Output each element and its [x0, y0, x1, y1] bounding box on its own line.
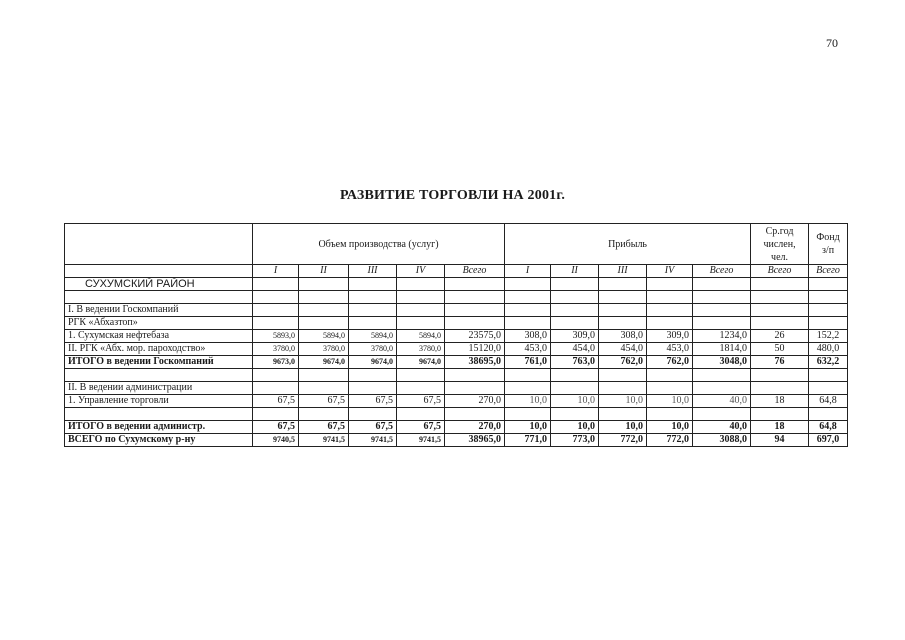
region-label: СУХУМСКИЙ РАЙОН: [65, 278, 253, 291]
volume-header: Объем производства (услуг): [253, 224, 505, 265]
subheader-cell: Всего: [751, 265, 809, 278]
table-cell: 10,0: [505, 395, 551, 408]
trade-development-table: [64, 223, 848, 447]
table-cell: 480,0: [809, 343, 848, 356]
table-cell: 454,0: [551, 343, 599, 356]
table-cell: 40,0: [693, 395, 751, 408]
table-cell: 309,0: [551, 330, 599, 343]
table-cell: 9741,5: [299, 434, 349, 447]
subheader-cell: II: [551, 265, 599, 278]
table-cell: 76: [751, 356, 809, 369]
table-row: [65, 395, 848, 408]
row-label: II. РГК «Абх. мор. пароходство»: [65, 343, 253, 356]
table-cell: 64,8: [809, 395, 848, 408]
table-cell: 270,0: [445, 395, 505, 408]
table-cell: 38965,0: [445, 434, 505, 447]
table-cell: 5894,0: [349, 330, 397, 343]
table-cell: 761,0: [505, 356, 551, 369]
table-cell: 308,0: [599, 330, 647, 343]
subheader-empty-cell: [65, 265, 253, 278]
table-cell: 50: [751, 343, 809, 356]
table-cell: 772,0: [647, 434, 693, 447]
spacer-row: [65, 369, 848, 382]
table-cell: 697,0: [809, 434, 848, 447]
table-cell: 10,0: [505, 421, 551, 434]
table-row: [65, 330, 848, 343]
table-cell: 309,0: [647, 330, 693, 343]
row-label: ВСЕГО по Сухумскому р-ну: [65, 434, 253, 447]
table-cell: 9673,0: [253, 356, 299, 369]
page-number: 70: [826, 36, 838, 50]
table-cell: 5893,0: [253, 330, 299, 343]
subheader-cell: III: [599, 265, 647, 278]
table-cell: 38695,0: [445, 356, 505, 369]
region-row: [65, 278, 848, 291]
table-cell: 3088,0: [693, 434, 751, 447]
subheader-cell: Всего: [445, 265, 505, 278]
row-label: ИТОГО в ведении Госкомпаний: [65, 356, 253, 369]
table-cell: 9741,5: [349, 434, 397, 447]
subheader-cell: IV: [397, 265, 445, 278]
table-cell: 9674,0: [349, 356, 397, 369]
table-cell: 772,0: [599, 434, 647, 447]
header-row: [65, 224, 848, 265]
table-cell: 762,0: [647, 356, 693, 369]
section2-label: II. В ведении администрации: [65, 382, 253, 395]
subheader-cell: IV: [647, 265, 693, 278]
table-cell: 3780,0: [253, 343, 299, 356]
table-cell: 3780,0: [397, 343, 445, 356]
section1-sub-label: РГК «Абхазтоп»: [65, 317, 253, 330]
table-cell: 763,0: [551, 356, 599, 369]
table-cell: 67,5: [299, 421, 349, 434]
subheader-cell: Всего: [809, 265, 848, 278]
table-cell: 5894,0: [299, 330, 349, 343]
table-cell: 1234,0: [693, 330, 751, 343]
table-cell: 18: [751, 395, 809, 408]
table-cell: 67,5: [253, 421, 299, 434]
subheader-row: [65, 265, 848, 278]
row-label: ИТОГО в ведении администр.: [65, 421, 253, 434]
table-cell: 15120,0: [445, 343, 505, 356]
section-subrow: [65, 317, 848, 330]
table-cell: 9741,5: [397, 434, 445, 447]
subheader-cell: I: [505, 265, 551, 278]
table-cell: 10,0: [599, 395, 647, 408]
table-cell: 9674,0: [299, 356, 349, 369]
table-cell: 67,5: [397, 395, 445, 408]
profit-header: Прибыль: [505, 224, 751, 265]
table-row: [65, 343, 848, 356]
table-cell: 9740,5: [253, 434, 299, 447]
table-cell: 454,0: [599, 343, 647, 356]
row-label: 1. Сухумская нефтебаза: [65, 330, 253, 343]
document-title: РАЗВИТИЕ ТОРГОВЛИ НА 2001г.: [339, 188, 566, 203]
table-cell: 18: [751, 421, 809, 434]
table-cell: 453,0: [647, 343, 693, 356]
table-cell: 10,0: [647, 395, 693, 408]
total-row: [65, 356, 848, 369]
subheader-cell: II: [299, 265, 349, 278]
table-cell: 308,0: [505, 330, 551, 343]
section-row: [65, 304, 848, 317]
table-cell: 67,5: [299, 395, 349, 408]
table-cell: 773,0: [551, 434, 599, 447]
table-cell: 3780,0: [299, 343, 349, 356]
table-cell: 10,0: [551, 421, 599, 434]
table-cell: 64,8: [809, 421, 848, 434]
grand-total-row: [65, 434, 848, 447]
staff-header: Ср.год числен, чел.: [751, 224, 809, 265]
table-cell: 9674,0: [397, 356, 445, 369]
table-cell: 94: [751, 434, 809, 447]
table-cell: 10,0: [599, 421, 647, 434]
table-cell: 771,0: [505, 434, 551, 447]
table-cell: 453,0: [505, 343, 551, 356]
spacer-row: [65, 408, 848, 421]
table-cell: 5894,0: [397, 330, 445, 343]
table-cell: 270,0: [445, 421, 505, 434]
table-cell: 3780,0: [349, 343, 397, 356]
subheader-cell: III: [349, 265, 397, 278]
table-cell: 67,5: [349, 395, 397, 408]
table-cell: 26: [751, 330, 809, 343]
table-cell: 67,5: [349, 421, 397, 434]
subheader-cell: Всего: [693, 265, 751, 278]
section-row: [65, 382, 848, 395]
table-cell: 632,2: [809, 356, 848, 369]
table-cell: 3048,0: [693, 356, 751, 369]
table-cell: 10,0: [551, 395, 599, 408]
row-label: 1. Управление торговли: [65, 395, 253, 408]
subheader-cell: I: [253, 265, 299, 278]
table-cell: 152,2: [809, 330, 848, 343]
table-cell: 23575,0: [445, 330, 505, 343]
header-empty-cell: [65, 224, 253, 265]
fund-header: Фонд з/п: [809, 224, 848, 265]
spacer-row: [65, 291, 848, 304]
table-cell: 1814,0: [693, 343, 751, 356]
section1-label: I. В ведении Госкомпаний: [65, 304, 253, 317]
table-cell: 67,5: [253, 395, 299, 408]
table-cell: 67,5: [397, 421, 445, 434]
total-row: [65, 421, 848, 434]
table-cell: 10,0: [647, 421, 693, 434]
table-cell: 40,0: [693, 421, 751, 434]
table-cell: 762,0: [599, 356, 647, 369]
